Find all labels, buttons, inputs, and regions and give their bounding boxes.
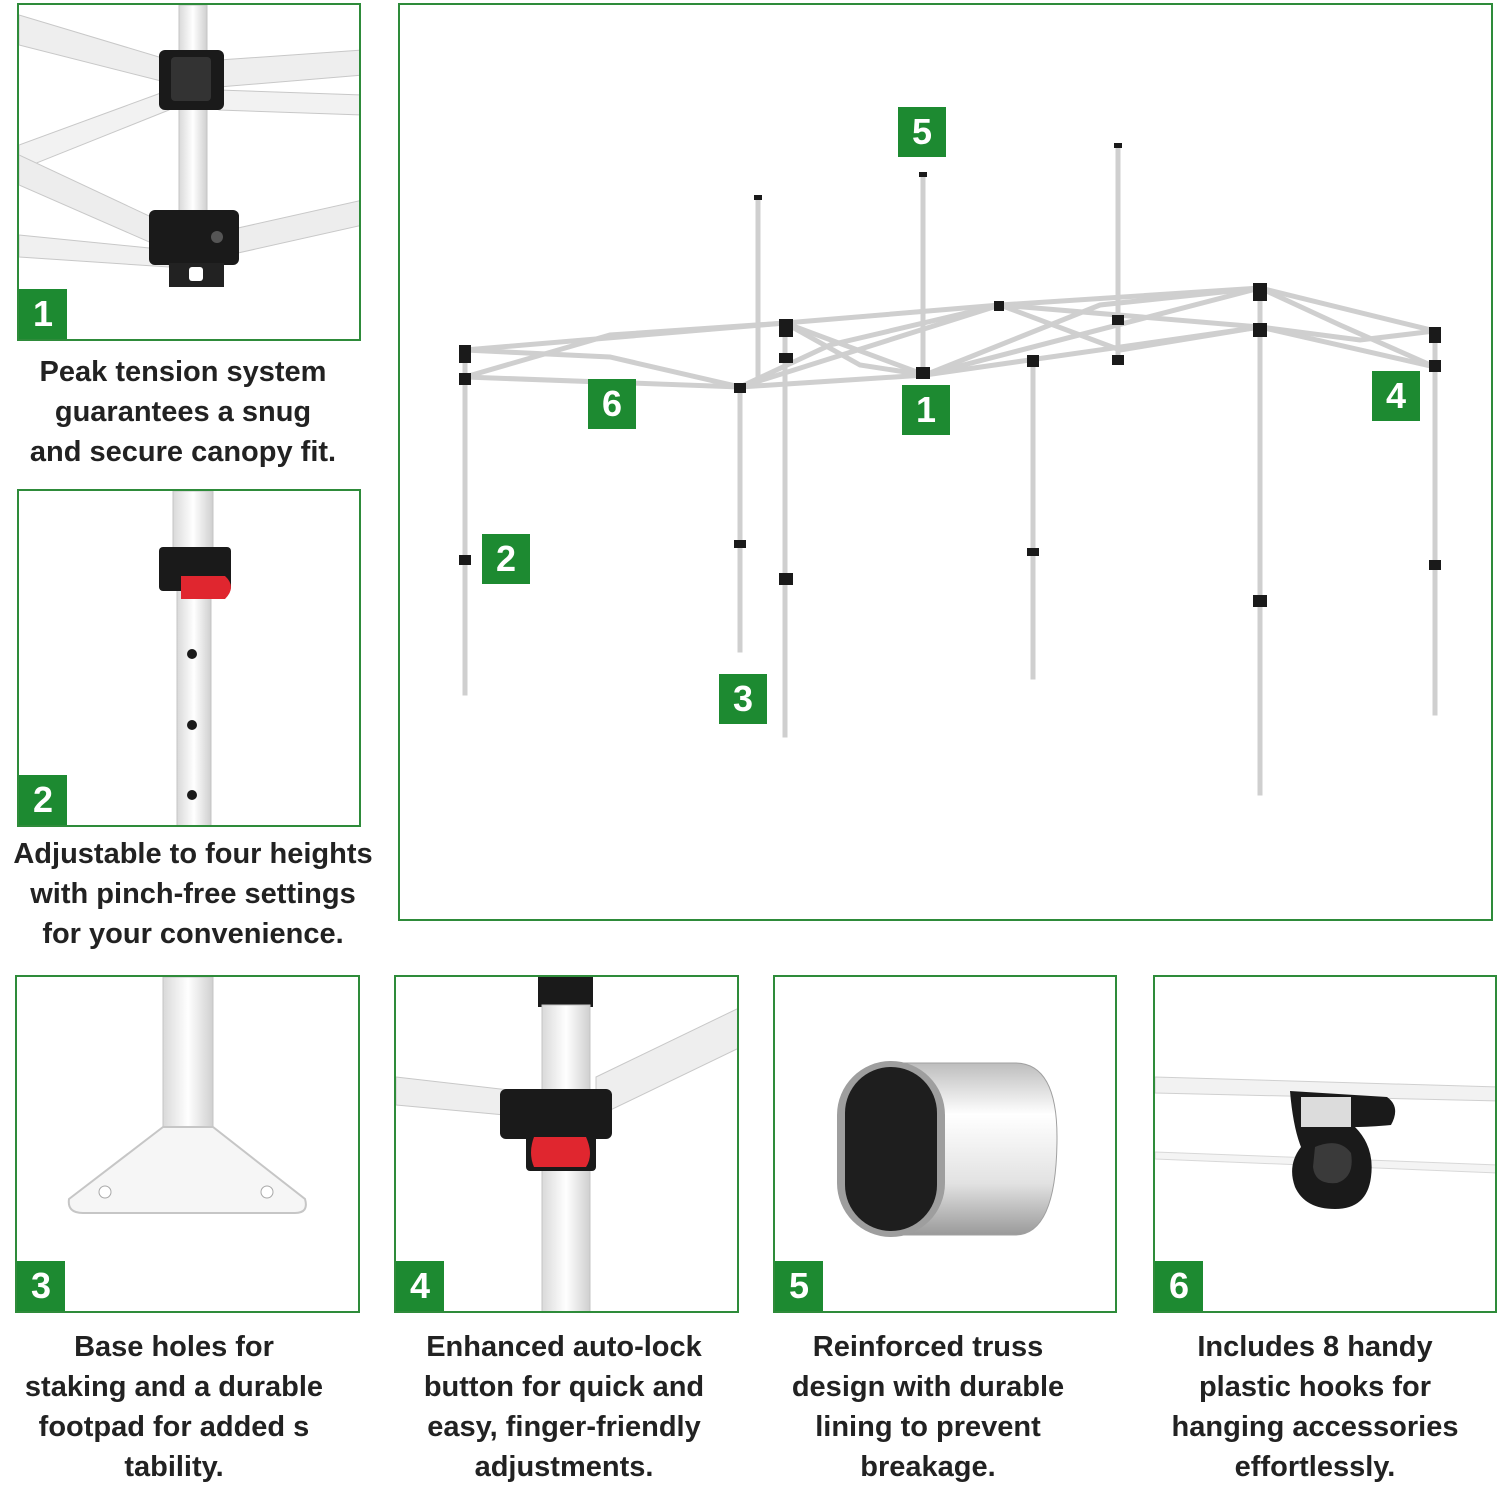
feature-badge-1: 1	[19, 289, 67, 339]
feature-panel-1	[17, 3, 361, 341]
feature-panel-5	[773, 975, 1117, 1313]
feature-panel-3	[15, 975, 360, 1313]
feature-panel-6	[1153, 975, 1497, 1313]
peak-tension-hub-icon	[19, 5, 361, 341]
feature-caption-5: Reinforced truss design with durable lining to prevent breakage.	[791, 1331, 1065, 1483]
feature-badge-5: 5	[775, 1261, 823, 1311]
feature-badge-4: 4	[396, 1261, 444, 1311]
feature-badge-3: 3	[17, 1261, 65, 1311]
plastic-hook-icon	[1155, 977, 1497, 1313]
callout-badge-6: 6	[588, 379, 636, 429]
callout-badge-1: 1	[902, 385, 950, 435]
canopy-frame-diagram	[398, 3, 1493, 921]
feature-caption-4: Enhanced auto-lock button for quick and easy, finger-friendly adjustments.	[423, 1331, 705, 1483]
callout-badge-5: 5	[898, 107, 946, 157]
feature-caption-6: Includes 8 handy plastic hooks for hanging accessories effortlessly.	[1171, 1331, 1459, 1483]
callout-badge-4: 4	[1372, 371, 1420, 421]
feature-badge-2: 2	[19, 775, 67, 825]
height-adjust-leg-icon	[19, 491, 361, 827]
callout-badge-2: 2	[482, 534, 530, 584]
feature-panel-2	[17, 489, 361, 827]
footpad-icon	[17, 977, 360, 1313]
callout-badge-3: 3	[719, 674, 767, 724]
feature-badge-6: 6	[1155, 1261, 1203, 1311]
feature-caption-1: Peak tension system guarantees a snug and secure canopy fit.	[29, 356, 337, 468]
truss-tube-icon	[775, 977, 1117, 1313]
canopy-frame-illustration	[400, 5, 1493, 921]
feature-caption-2: Adjustable to four heights with pinch-free settings for your convenience.	[13, 838, 373, 950]
feature-panel-4	[394, 975, 739, 1313]
feature-caption-3: Base holes for staking and a durable footpad for added s tability.	[24, 1331, 324, 1483]
auto-lock-button-icon	[396, 977, 739, 1313]
